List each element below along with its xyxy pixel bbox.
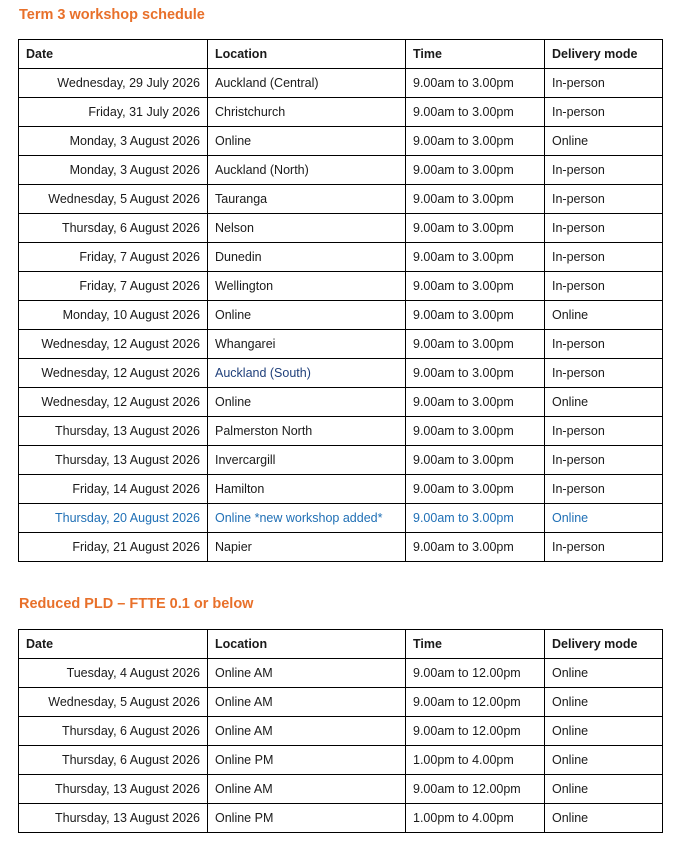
table-row — [19, 214, 663, 243]
delivery-mode-cell: In-person — [545, 417, 663, 446]
location-cell: Wellington — [208, 272, 406, 301]
date-cell: Friday, 14 August 2026 — [19, 475, 208, 504]
date-cell: Wednesday, 5 August 2026 — [19, 688, 208, 717]
time-cell: 9.00am to 3.00pm — [406, 330, 545, 359]
location-cell: Online — [208, 388, 406, 417]
delivery-mode-cell: In-person — [545, 272, 663, 301]
time-cell: 9.00am to 3.00pm — [406, 446, 545, 475]
delivery-mode-cell: Online — [545, 717, 663, 746]
location-cell: Invercargill — [208, 446, 406, 475]
table-row — [19, 127, 663, 156]
location-cell: Online AM — [208, 717, 406, 746]
delivery-mode-cell: In-person — [545, 69, 663, 98]
delivery-mode-cell: Online — [545, 388, 663, 417]
table-row — [19, 775, 663, 804]
date-cell: Monday, 10 August 2026 — [19, 301, 208, 330]
location-column-header: Location — [208, 40, 406, 69]
date-cell: Friday, 7 August 2026 — [19, 272, 208, 301]
table-row — [19, 446, 663, 475]
time-cell: 9.00am to 3.00pm — [406, 156, 545, 185]
table-row — [19, 330, 663, 359]
time-cell: 9.00am to 3.00pm — [406, 504, 545, 533]
delivery-mode-cell: In-person — [545, 533, 663, 562]
table-row — [19, 359, 663, 388]
time-cell: 9.00am to 12.00pm — [406, 659, 545, 688]
date-cell: Monday, 3 August 2026 — [19, 156, 208, 185]
table-row — [19, 185, 663, 214]
delivery-mode-cell: In-person — [545, 359, 663, 388]
delivery-mode-cell: In-person — [545, 214, 663, 243]
time-cell: 9.00am to 3.00pm — [406, 388, 545, 417]
location-cell: Christchurch — [208, 98, 406, 127]
table-row — [19, 417, 663, 446]
delivery-mode-cell: In-person — [545, 475, 663, 504]
location-cell: Online AM — [208, 659, 406, 688]
date-column-header: Date — [19, 630, 208, 659]
table-row — [19, 69, 663, 98]
location-cell: Online — [208, 127, 406, 156]
table-row — [19, 804, 663, 833]
delivery-mode-cell: In-person — [545, 98, 663, 127]
date-cell: Wednesday, 12 August 2026 — [19, 388, 208, 417]
time-cell: 9.00am to 3.00pm — [406, 359, 545, 388]
time-cell: 9.00am to 3.00pm — [406, 69, 545, 98]
date-cell: Wednesday, 5 August 2026 — [19, 185, 208, 214]
term3-schedule-body — [19, 69, 663, 562]
table-row — [19, 659, 663, 688]
delivery-mode-column-header: Delivery mode — [545, 40, 663, 69]
table-row — [19, 533, 663, 562]
location-column-header: Location — [208, 630, 406, 659]
date-cell: Thursday, 6 August 2026 — [19, 746, 208, 775]
location-cell: Auckland (North) — [208, 156, 406, 185]
location-cell: Whangarei — [208, 330, 406, 359]
table-row — [19, 475, 663, 504]
term3-schedule-table — [18, 39, 663, 562]
time-cell: 1.00pm to 4.00pm — [406, 746, 545, 775]
date-cell: Wednesday, 12 August 2026 — [19, 330, 208, 359]
delivery-mode-cell: Online — [545, 301, 663, 330]
time-cell: 9.00am to 3.00pm — [406, 475, 545, 504]
time-cell: 9.00am to 12.00pm — [406, 717, 545, 746]
time-cell: 9.00am to 3.00pm — [406, 301, 545, 330]
location-cell: Palmerston North — [208, 417, 406, 446]
delivery-mode-cell: Online — [545, 688, 663, 717]
date-cell: Wednesday, 12 August 2026 — [19, 359, 208, 388]
time-cell: 9.00am to 3.00pm — [406, 272, 545, 301]
delivery-mode-cell: In-person — [545, 243, 663, 272]
date-cell: Thursday, 13 August 2026 — [19, 804, 208, 833]
location-cell: Online PM — [208, 746, 406, 775]
date-cell: Tuesday, 4 August 2026 — [19, 659, 208, 688]
delivery-mode-cell: In-person — [545, 156, 663, 185]
time-cell: 9.00am to 3.00pm — [406, 127, 545, 156]
table-row — [19, 717, 663, 746]
location-cell: Online AM — [208, 688, 406, 717]
date-cell: Thursday, 13 August 2026 — [19, 446, 208, 475]
delivery-mode-cell: In-person — [545, 446, 663, 475]
term3-schedule-heading: Term 3 workshop schedule — [19, 7, 205, 23]
date-cell: Thursday, 13 August 2026 — [19, 417, 208, 446]
reduced-pld-body — [19, 659, 663, 833]
location-cell: Online AM — [208, 775, 406, 804]
table-row — [19, 156, 663, 185]
table-row — [19, 272, 663, 301]
delivery-mode-cell: In-person — [545, 330, 663, 359]
delivery-mode-cell: Online — [545, 659, 663, 688]
delivery-mode-column-header: Delivery mode — [545, 630, 663, 659]
table-row — [19, 301, 663, 330]
date-cell: Friday, 21 August 2026 — [19, 533, 208, 562]
time-cell: 9.00am to 3.00pm — [406, 417, 545, 446]
delivery-mode-cell: Online — [545, 504, 663, 533]
time-cell: 9.00am to 3.00pm — [406, 185, 545, 214]
delivery-mode-cell: Online — [545, 746, 663, 775]
time-column-header: Time — [406, 630, 545, 659]
location-cell: Nelson — [208, 214, 406, 243]
time-cell: 9.00am to 3.00pm — [406, 243, 545, 272]
time-cell: 9.00am to 3.00pm — [406, 98, 545, 127]
delivery-mode-cell: In-person — [545, 185, 663, 214]
time-cell: 9.00am to 3.00pm — [406, 214, 545, 243]
date-column-header: Date — [19, 40, 208, 69]
delivery-mode-cell: Online — [545, 804, 663, 833]
location-cell: Tauranga — [208, 185, 406, 214]
time-cell: 1.00pm to 4.00pm — [406, 804, 545, 833]
time-cell: 9.00am to 12.00pm — [406, 775, 545, 804]
reduced-pld-heading: Reduced PLD – FTTE 0.1 or below — [19, 596, 254, 612]
date-cell: Thursday, 20 August 2026 — [19, 504, 208, 533]
table-row — [19, 746, 663, 775]
table-header-row — [19, 40, 663, 69]
location-cell: Online *new workshop added* — [208, 504, 406, 533]
location-cell[interactable]: Auckland (South) — [208, 359, 406, 388]
location-cell: Napier — [208, 533, 406, 562]
location-cell: Online — [208, 301, 406, 330]
delivery-mode-cell: Online — [545, 127, 663, 156]
time-cell: 9.00am to 3.00pm — [406, 533, 545, 562]
table-row — [19, 504, 663, 533]
date-cell: Wednesday, 29 July 2026 — [19, 69, 208, 98]
table-row — [19, 98, 663, 127]
location-cell: Dunedin — [208, 243, 406, 272]
table-row — [19, 243, 663, 272]
reduced-pld-table — [18, 629, 663, 833]
date-cell: Friday, 7 August 2026 — [19, 243, 208, 272]
date-cell: Monday, 3 August 2026 — [19, 127, 208, 156]
location-cell: Hamilton — [208, 475, 406, 504]
time-cell: 9.00am to 12.00pm — [406, 688, 545, 717]
location-cell: Online PM — [208, 804, 406, 833]
date-cell: Thursday, 6 August 2026 — [19, 214, 208, 243]
date-cell: Thursday, 6 August 2026 — [19, 717, 208, 746]
date-cell: Friday, 31 July 2026 — [19, 98, 208, 127]
time-column-header: Time — [406, 40, 545, 69]
location-cell: Auckland (Central) — [208, 69, 406, 98]
date-cell: Thursday, 13 August 2026 — [19, 775, 208, 804]
table-row — [19, 388, 663, 417]
delivery-mode-cell: Online — [545, 775, 663, 804]
table-header-row — [19, 630, 663, 659]
table-row — [19, 688, 663, 717]
